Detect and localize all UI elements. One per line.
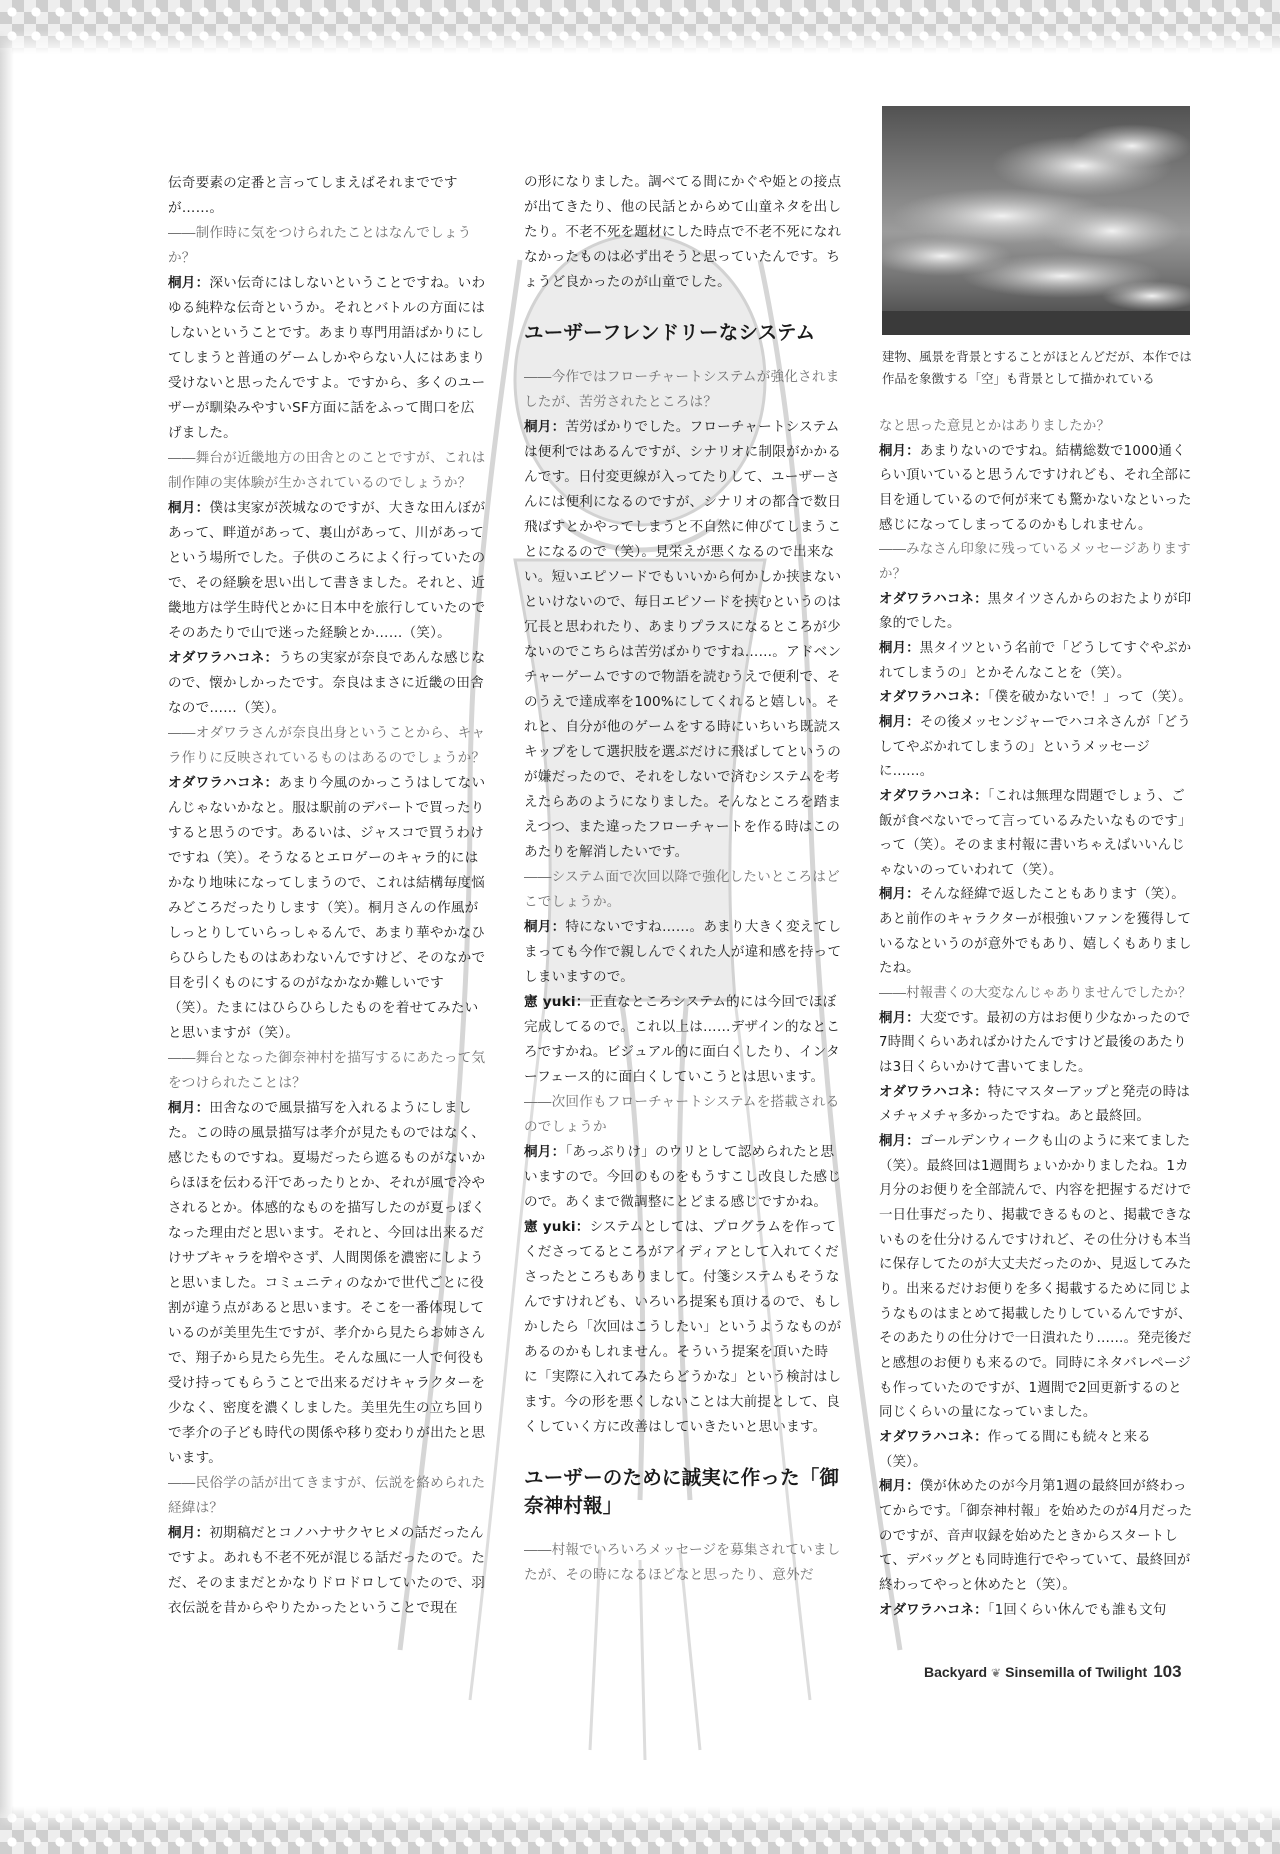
paragraph-text: あまり今風のかっこうはしてないんじゃないかなと。服は駅前のデパートで買ったりすると思うのです。あるいは、ジャスコで買うわけですね（笑）。そうなるとエロゲーのキャラ的にはかなり地味になってしまうので、これは結構毎度悩みどころだったりします（笑）。桐月さんの作風がしっとりしていらっしゃるんで、あまり華やかなひらひらしたものはあわないんですけど、そのなかで目を引くものにするのがなかなか難しいです（笑）。たまにはひらひらしたものを着せてみたいと思いますが（笑）。 — [168, 775, 486, 1041]
speaker-name: オダワラハコネ： — [168, 650, 279, 666]
interview-answer — [168, 171, 488, 221]
paragraph-text: 苦労ばかりでした。フローチャートシステムは便利ではあるんですが、シナリオに制限がかかるんです。日付変更線が入ってたりして、ユーザーさんには便利になるのですが、シナリオの都合で数日飛ばすとかやってしまうと不自然に伸びてしまうことになるので（笑）。見栄えが悪くなるので出来ない。短いエピソードでもいいから何かしか挟まないといけないので、毎日エピソードを挟むというのは冗長と思われたり、あまりプラスになるところが少ないのでこちらは苦労ばかりですね……。アドベンチャーゲームですので物語を読むうえで便利で、そのうえで達成率を100%にしてくれると嬉しい。それと、自分が他のゲームをする時にいちいち既読スキップをして選択肢を選ぶだけに飛ばしてというのが嫌だったので、それをしないで済むシステムを考えたらあのようになりました。そんなところを踏まえつつ、また違ったフローチャートを作る時はこのあたりを解消したいです。 — [524, 419, 842, 860]
interview-answer — [879, 1130, 1193, 1426]
footer-ornament-icon: ❦ — [991, 1666, 1002, 1680]
paragraph-text: ゴールデンウィークも山のように来てました（笑）。最終回は1週間ちょいかかりましたね。1カ月分のお便りを全部読んで、内容を把握するだけで一日仕事だったり、掲載できるものと、掲載できないものを仕分けるんですけれど、その仕分けも本当に保存してたのが大丈夫だったのか、見返してみたり。出来るだけお便りを多く掲載するために同じようなものはまとめて掲載したりしているんですが、そのあたりの仕分けで一日潰れたり……。発売後だと感想のお便りも来るので。同時にネタバレページも作っていたのですが、1週間で2回更新するのと同じくらいの量になっていました。 — [879, 1134, 1192, 1421]
speaker-name: 桐月： — [168, 275, 210, 291]
speaker-name: 桐月： — [879, 887, 920, 903]
page-number: 103 — [1153, 1662, 1182, 1681]
paragraph-text: システムとしては、プログラムを作ってくださってるところがアイディアとして入れてくださったところもありまして。付箋システムもそうなんですけれども、いろいろ提案も頂けるので、もしかしたら「次回はこうしたい」というようなものがあるのかもしれません。そういう提案を頂いた時に「実際に入れてみたらどうかな」という検討はします。今の形を悪くしないことは大前提として、良くしていく方に改善はしていきたいと思います。 — [524, 1219, 842, 1435]
paragraph-text: 正直なところシステム的には今回でほぼ完成してるので。これ以上は……デザイン的なところですかね。ビジュアル的に面白くしたり、インターフェース的に面白くしていこうとは思います。 — [524, 994, 841, 1085]
interview-answer — [168, 646, 488, 721]
speaker-name: オダワラハコネ： — [168, 775, 279, 791]
paragraph-text: 大変です。最初の方はお便り少なかったので7時間くらいあればかけたんですけど最後のあたりは3日くらいかけて書いてました。 — [879, 1010, 1191, 1076]
paragraph-text: ――舞台となった御奈神村を描写するにあたって気をつけられたことは？ — [168, 1050, 486, 1091]
interview-question — [879, 538, 1193, 587]
paragraph-text: ――村報書くの大変なんじゃありませんでしたか？ — [879, 986, 1192, 1002]
paragraph-text: 「あっぷりけ」のウリとして認められたと思いますので。今回のものをもうすこし改良した感じので。あくまで微調整にとどまる感じですかね。 — [524, 1144, 841, 1210]
interview-answer — [524, 1140, 842, 1215]
speaker-name: 桐月： — [524, 919, 566, 935]
paragraph-text: そんな経緯で返したこともあります（笑）。あと前作のキャラクターが根強いファンを獲得しているなというのが意外でもあり、嬉しくもありましたね。 — [879, 887, 1192, 977]
paragraph-text: 僕は実家が茨城なのですが、大きな田んぼがあって、畔道があって、裏山があって、川があってという場所でした。子供のころによく行っていたので、その経験を思い出して書きました。それと、近畿地方は学生時代とかに日本中を旅行していたのでそのあたりで山で迷った経験とか……（笑）。 — [168, 500, 486, 641]
paragraph-text: 「1回くらい休んでも誰も文句 — [987, 1602, 1167, 1618]
sky-photo — [882, 106, 1190, 335]
interview-question — [524, 865, 842, 915]
speaker-name: 憲 yuki： — [524, 994, 590, 1010]
paragraph-text: 特にマスターアップと発売の時はメチャメチャ多かったですね。あと最終回。 — [879, 1084, 1190, 1125]
speaker-name: 桐月： — [879, 1134, 920, 1150]
interview-answer — [879, 1599, 1193, 1624]
interview-answer — [879, 883, 1193, 982]
speaker-name: 桐月： — [168, 1100, 210, 1116]
speaker-name: オダワラハコネ： — [879, 591, 988, 607]
paragraph-text: ――オダワラさんが奈良出身ということから、キャラ作りに反映されているものはあるのでしょうか？ — [168, 725, 486, 766]
speaker-name: 桐月： — [524, 419, 566, 435]
section-heading: ユーザーフレンドリーなシステム — [524, 321, 816, 344]
paragraph-text: ――次回作もフローチャートシステムを搭載されるのでしょうか — [524, 1094, 840, 1135]
paragraph-text: 田舎なので風景描写を入れるようにしました。この時の風景描写は孝介が見たものではなく、感じたものですね。夏場だったら遮るものがないからほほを伝わる汗であったりとか、それが風で冷やされるとか。体感的なものを描写したのが夏っぽくなった理由だと思います。それと、今回は出来るだけサブキャラを増やさず、人間関係を濃密にしようと思いました。コミュニティのなかで世代ごとに役割が違う点があると思います。そこを一番体現しているのが美里先生ですが、孝介から見たらお姉さんで、翔子から見たら先生。そんな風に一人で何役も受け持ってもらうことで出来るだけキャラクターを少なく、密度を濃くしました。美里先生の立ち回りで孝介の子ども時代の関係や移り変わりが出たと思います。 — [168, 1100, 486, 1466]
speaker-name: 桐月： — [168, 1525, 210, 1541]
speaker-name: オダワラハコネ： — [879, 1429, 988, 1445]
interview-answer — [168, 1096, 488, 1471]
paragraph-text: の形になりました。調べてる間にかぐや姫との接点が出てきたり、他の民話とからめて山童ネタを出したり。不老不死を題材にした時点で不老不死になれなかったものは必ず出そうと思っていたんです。ちょうど良かったのが山童でした。 — [524, 174, 842, 290]
paragraph-text: うちの実家が奈良であんな感じなので、懐かしかったです。奈良はまさに近畿の田舎なので……（笑）。 — [168, 650, 486, 716]
paragraph-text: ――今作ではフローチャートシステムが強化されましたが、苦労されたところは？ — [524, 369, 840, 410]
paragraph-text: ――村報でいろいろメッセージを募集されていましたが、その時になるほどなと思ったり、意外だ — [524, 1542, 841, 1583]
interview-question — [524, 1538, 842, 1588]
paragraph-text: 「これは無理な問題でしょう、ご飯が食べないでって言っているみたいなものです」って（笑）。そのまま村報に書いちゃえばいいんじゃないのっていわれて（笑）。 — [879, 788, 1192, 878]
speaker-name: オダワラハコネ： — [879, 1602, 988, 1618]
interview-answer — [168, 771, 488, 1046]
interview-question — [524, 1090, 842, 1140]
article-column-1 — [168, 171, 488, 1621]
interview-answer — [524, 990, 842, 1090]
interview-question — [168, 221, 488, 271]
speaker-name: 桐月： — [879, 443, 920, 459]
interview-answer — [879, 711, 1193, 785]
speaker-name: オダワラハコネ： — [879, 1084, 988, 1100]
interview-question — [168, 1471, 488, 1521]
paragraph-text: 黒タイツという名前で「どうしてすぐやぶかれてしまうの」とかそんなことを（笑）。 — [879, 640, 1192, 681]
interview-answer — [879, 1081, 1193, 1130]
paragraph-text: 僕が休めたのが今月第1週の最終回が終わってからです。「御奈神村報」を始めたのが4月だったのですが、音声収録を始めたときからスタートして、デバッグとも同時進行でやっていて、最終回が終わってやっと休めたと（笑）。 — [879, 1479, 1193, 1593]
interview-answer — [524, 915, 842, 990]
page-footer — [924, 1662, 1182, 1682]
paragraph-text: 特にないですね……。あまり大きく変えてしまっても今作で親しんでくれた人が違和感を持ってしまいますので。 — [524, 919, 842, 985]
interview-answer — [879, 588, 1193, 637]
interview-answer — [879, 1007, 1193, 1081]
speaker-name: 桐月： — [879, 1479, 920, 1495]
article-column-2 — [524, 170, 842, 1588]
decorative-border-bottom — [0, 1806, 1280, 1854]
speaker-name: オダワラハコネ： — [879, 788, 988, 804]
interview-answer — [879, 1426, 1193, 1475]
paragraph-text: その後メッセンジャーでハコネさんが「どうしてやぶかれてしまうの」というメッセージに……。 — [879, 714, 1191, 780]
paragraph-text: ――民俗学の話が出てきますが、伝説を絡められた経緯は？ — [168, 1475, 486, 1516]
interview-question — [879, 982, 1193, 1007]
section-heading: ユーザーのために誠実に作った「御奈神村報」 — [524, 1466, 840, 1517]
interview-answer — [879, 785, 1193, 884]
interview-answer — [168, 1521, 488, 1621]
paragraph-text: ――制作時に気をつけられたことはなんでしょうか？ — [168, 225, 472, 266]
paragraph-text: 「僕を破かないで！」って（笑）。 — [987, 690, 1192, 706]
paragraph-text: 黒タイツさんからのおたよりが印象的でした。 — [879, 591, 1192, 632]
paragraph-text: ――舞台が近畿地方の田舎とのことですが、これは制作陣の実体験が生かされているのでしょうか？ — [168, 450, 486, 491]
paragraph-text: あまりないのですね。結構総数で1000通くらい頂いていると思うんですけれども、それ全部に目を通しているので何が来ても驚かないなといった感じになってしまってるのかもしれません。 — [879, 443, 1192, 533]
interview-answer — [524, 415, 842, 865]
speaker-name: 桐月： — [168, 500, 210, 516]
paragraph-text: 作ってる間にも続々と来る（笑）。 — [879, 1429, 1151, 1470]
interview-answer — [168, 496, 488, 646]
footer-section: Backyard — [924, 1664, 988, 1680]
speaker-name: 桐月： — [879, 1010, 920, 1026]
interview-question — [524, 365, 842, 415]
interview-answer — [524, 1215, 842, 1440]
interview-answer — [879, 637, 1193, 686]
paragraph-text: なと思った意見とかはありましたか？ — [879, 419, 1111, 434]
interview-question — [168, 446, 488, 496]
interview-answer — [879, 440, 1193, 539]
footer-title: Sinsemilla of Twilight — [1005, 1664, 1148, 1680]
speaker-name: 桐月： — [879, 714, 920, 730]
interview-question — [168, 721, 488, 771]
photo-caption: 建物、風景を背景とすることがほとんどだが、本作では作品を象徴する「空」も背景として描かれている — [882, 349, 1192, 386]
article-column-3 — [879, 415, 1193, 1623]
interview-answer — [879, 686, 1193, 711]
interview-question — [168, 1046, 488, 1096]
paragraph-text: ――システム面で次回以降で強化したいところはどこでしょうか。 — [524, 869, 840, 910]
speaker-name: オダワラハコネ： — [879, 690, 988, 706]
speaker-name: 桐月： — [879, 640, 920, 656]
paragraph-text: 深い伝奇にはしないということですね。いわゆる純粋な伝奇というか。それとバトルの方面にはしないということです。あまり専門用語ばかりにしてしまうと普通のゲームしかやらない人にはあまり受けないと思ったんですよ。ですから、多くのユーザーが馴染みやすいSF方面に話をふって間口を広げました。 — [168, 275, 486, 441]
cloud-illustration — [882, 106, 1190, 335]
interview-question — [879, 415, 1193, 440]
interview-answer — [879, 1475, 1193, 1598]
speaker-name: 桐月： — [524, 1144, 566, 1160]
speaker-name: 憲 yuki： — [524, 1219, 590, 1235]
paragraph-text: 初期稿だとコノハナサクヤヒメの話だったんですよ。あれも不老不死が混じる話だったので。ただ、そのままだとかなりドロドロしていたので、羽衣伝説を昔からやりたかったということで現在 — [168, 1525, 485, 1616]
paragraph-text: ――みなさん印象に残っているメッセージありますか？ — [879, 542, 1191, 582]
paragraph-text: 伝奇要素の定番と言ってしまえばそれまでですが……。 — [168, 175, 458, 216]
interview-answer — [168, 271, 488, 446]
interview-answer — [524, 170, 842, 295]
